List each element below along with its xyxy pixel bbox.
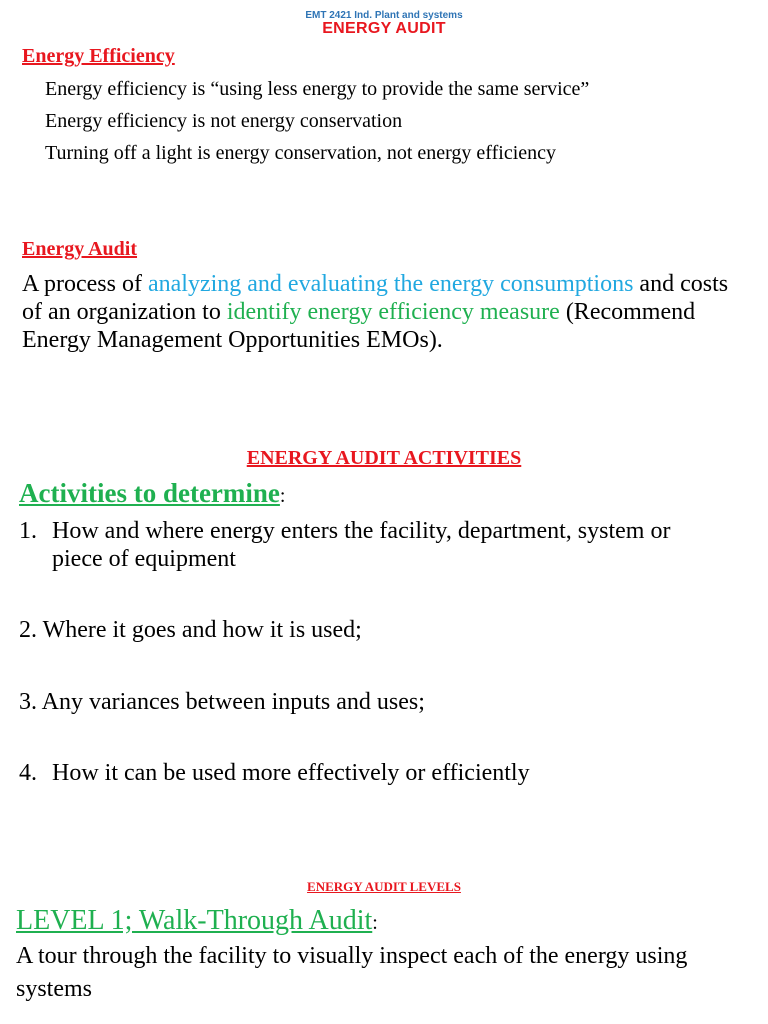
activities-colon: : (279, 485, 286, 507)
activity-item-3: 3. Any variances between inputs and uses; (19, 689, 425, 715)
efficiency-line-1: Energy efficiency is “using less energy to provide the same service” (45, 78, 590, 100)
activity-item-4-line-1: How it can be used more effectively or efficiently (52, 760, 530, 786)
activities-subheading (19, 478, 285, 509)
activity-item-1-number: 1. (19, 518, 37, 544)
level-1-heading (16, 905, 378, 937)
definition-text-3: (Recommend Energy Management Opportunities EMOs). (22, 299, 696, 353)
efficiency-line-3: Turning off a light is energy conservation, not energy efficiency (45, 142, 557, 164)
activity-item-1-line-2: piece of equipment (52, 546, 236, 572)
course-header: EMT 2421 Ind. Plant and systems (305, 10, 463, 21)
energy-audit-definition (22, 270, 752, 354)
activities-subheading-text: Activities to determine (19, 478, 280, 508)
definition-highlight-identify: identify energy efficiency measure (226, 299, 560, 325)
page-title: ENERGY AUDIT (322, 20, 446, 37)
activity-item-4-number: 4. (19, 760, 37, 786)
definition-text-2: and costs of an organization to (22, 271, 729, 325)
energy-efficiency-heading: Energy Efficiency (22, 45, 175, 67)
efficiency-line-2: Energy efficiency is not energy conservation (45, 110, 403, 132)
activities-section-title: ENERGY AUDIT ACTIVITIES (246, 447, 522, 469)
activity-item-1-line-1: How and where energy enters the facility, department, system or (52, 518, 671, 544)
level-1-description-line-1: A tour through the facility to visually inspect each of the energy using (16, 943, 688, 969)
definition-text-1: A process of (22, 271, 148, 297)
level-1-description-line-2: systems (16, 976, 93, 1002)
level-1-heading-text: LEVEL 1; Walk-Through Audit (16, 905, 373, 936)
energy-audit-heading: Energy Audit (22, 238, 138, 260)
levels-section-title: ENERGY AUDIT LEVELS (307, 879, 461, 894)
definition-highlight-analyzing: analyzing and evaluating the energy consumptions (147, 271, 634, 297)
level-1-colon: : (372, 912, 378, 934)
activity-item-2: 2. Where it goes and how it is used; (19, 617, 362, 643)
